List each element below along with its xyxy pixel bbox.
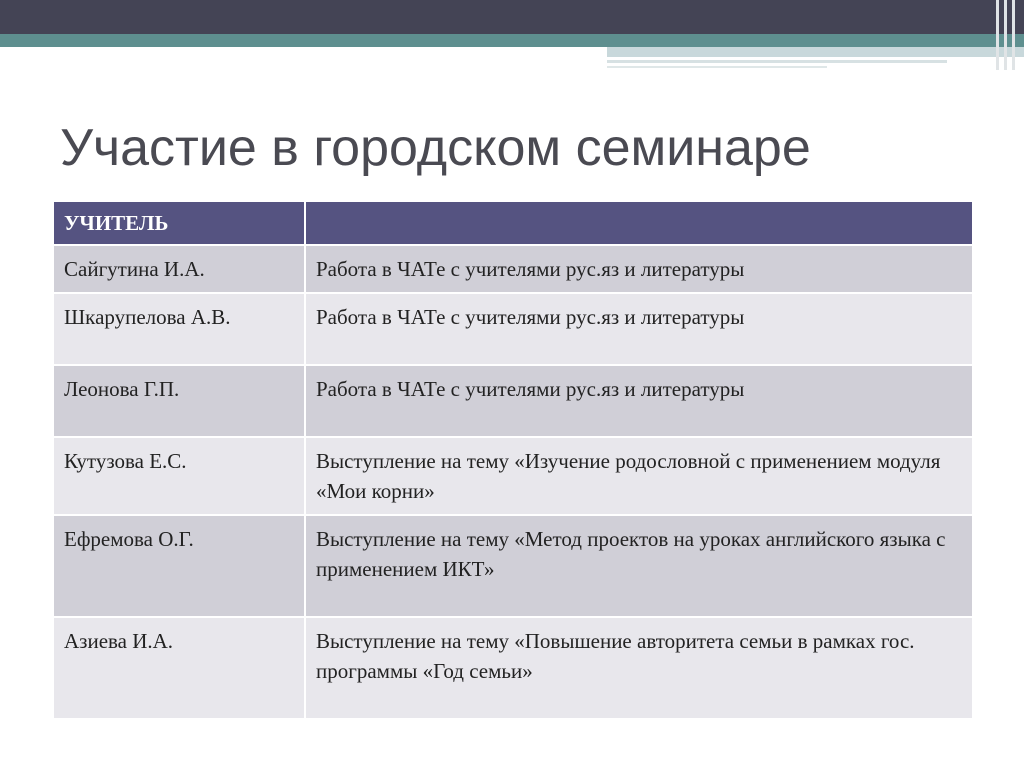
activity-cell: Выступление на тему «Изучение родословной с применением модуля «Мои корни»: [305, 437, 973, 515]
teal-decor-band: [0, 34, 1024, 47]
activity-cell: Работа в ЧАТе с учителями рус.яз и литературы: [305, 365, 973, 437]
decor-vertical-line: [996, 0, 999, 70]
table-row: [53, 437, 973, 515]
activity-cell: Выступление на тему «Метод проектов на уроках английского языка с применением ИКТ»: [305, 515, 973, 617]
light-decor-strip: [607, 47, 1024, 57]
decor-line: [607, 66, 827, 68]
decor-vertical-line: [1004, 0, 1007, 70]
seminar-table: [52, 200, 974, 720]
table-row: [53, 245, 973, 293]
teacher-name: Шкарупелова А.В.: [53, 293, 305, 365]
activity-cell: Выступление на тему «Повышение авторитета семьи в рамках гос. программы «Год семьи»: [305, 617, 973, 719]
table-header-row: [53, 201, 973, 245]
decor-line: [607, 60, 947, 63]
activity-cell: Работа в ЧАТе с учителями рус.яз и литературы: [305, 293, 973, 365]
teacher-name: Леонова Г.П.: [53, 365, 305, 437]
table-row: [53, 515, 973, 617]
header-teacher: УЧИТЕЛЬ: [53, 201, 305, 245]
teacher-name: Ефремова О.Г.: [53, 515, 305, 617]
top-decor-band: [0, 0, 1024, 34]
activity-cell: Работа в ЧАТе с учителями рус.яз и литературы: [305, 245, 973, 293]
teacher-name: Кутузова Е.С.: [53, 437, 305, 515]
teacher-name: Сайгутина И.А.: [53, 245, 305, 293]
table-row: [53, 617, 973, 719]
decor-vertical-line: [1012, 0, 1015, 70]
header-activity: [305, 201, 973, 245]
table-row: [53, 365, 973, 437]
table-row: [53, 293, 973, 365]
slide-title: Участие в городском семинаре: [60, 119, 811, 177]
teacher-name: Азиева И.А.: [53, 617, 305, 719]
